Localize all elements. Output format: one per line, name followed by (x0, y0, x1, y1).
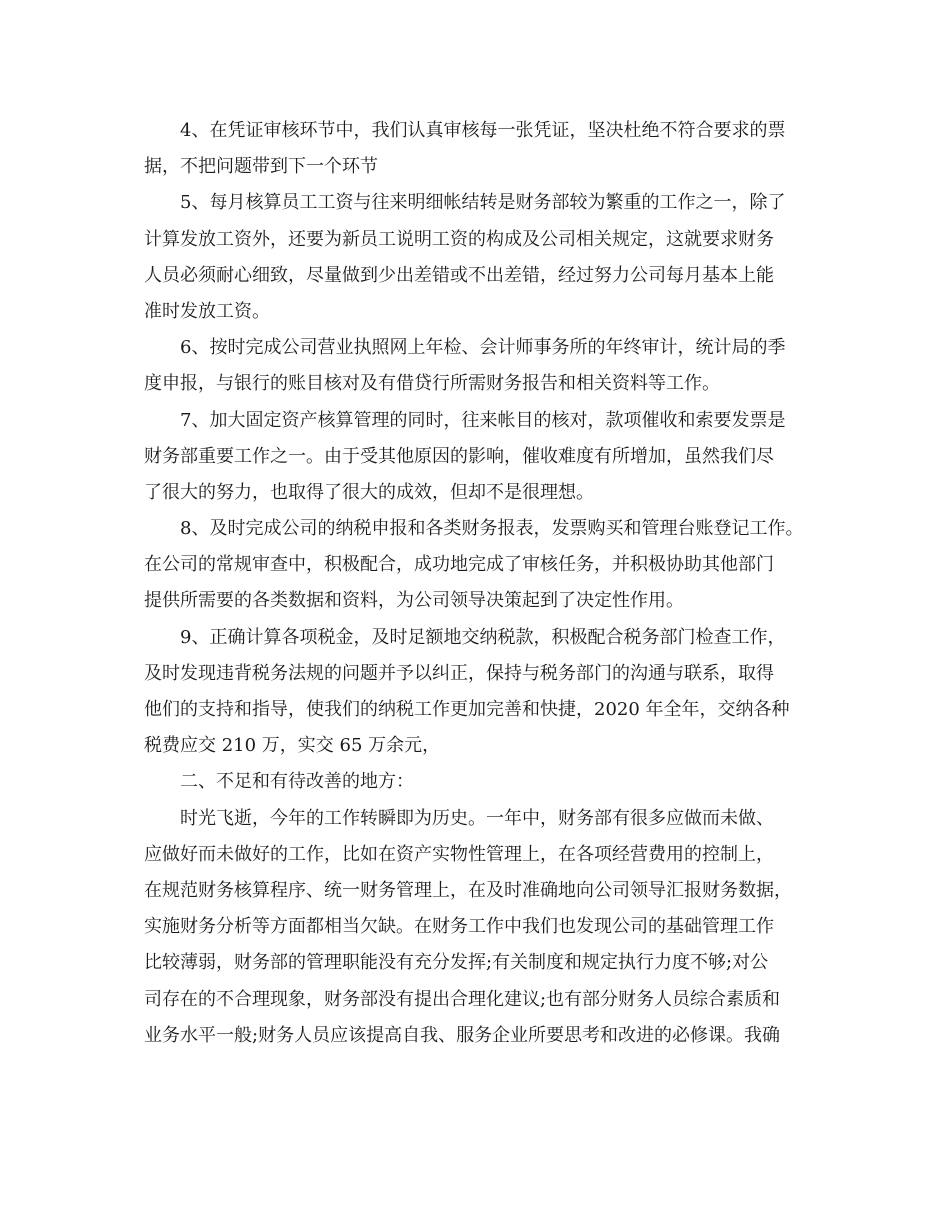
text-line: 他们的支持和指导，使我们的纳税工作更加完善和快捷，2020 年全年，交纳各种 (144, 699, 790, 720)
text-line: 实施财务分析等方面都相当欠缺。在财务工作中我们也发现公司的基础管理工作 (144, 916, 774, 938)
text-line: 4、在凭证审核环节中，我们认真审核每一张凭证，坚决杜绝不符合要求的票 (180, 120, 786, 141)
text-line: 了很大的努力，也取得了很大的成效，但却不是很理想。 (144, 481, 594, 503)
document-body (144, 113, 804, 1054)
text-line: 在公司的常规审查中，积极配合，成功地完成了审核任务，并积极协助其他部门 (144, 554, 774, 576)
text-line: 人员必须耐心细致，尽量做到少出差错或不出差错，经过努力公司每月基本上能 (144, 264, 774, 286)
text-line: 计算发放工资外，还要为新员工说明工资的构成及公司相关规定，这就要求财务 (144, 228, 774, 250)
text-line: 及时发现违背税务法规的问题并予以纠正，保持与税务部门的沟通与联系，取得 (144, 662, 774, 684)
text-line: 7、加大固定资产核算管理的同时，往来帐目的核对，款项催收和索要发票是 (180, 409, 786, 431)
text-line: 据，不把问题带到下一个环节 (144, 156, 378, 178)
text-line: 准时发放工资。 (144, 300, 270, 322)
text-line: 时光飞逝，今年的工作转瞬即为历史。一年中，财务部有很多应做而未做、 (180, 807, 774, 829)
text-line: 5、每月核算员工工资与往来明细帐结转是财务部较为繁重的工作之一，除了 (180, 192, 786, 214)
text-line: 9、正确计算各项税金，及时足额地交纳税款，积极配合税务部门检查工作， (180, 626, 786, 648)
text-line: 提供所需要的各类数据和资料，为公司领导决策起到了决定性作用。 (144, 590, 684, 612)
text-line: 应做好而未做好的工作，比如在资产实物性管理上，在各项经营费用的控制上， (144, 843, 774, 865)
text-line: 在规范财务核算程序、统一财务管理上，在及时准确地向公司领导汇报财务数据， (144, 879, 792, 901)
text-line: 业务水平一般;财务人员应该提高自我、服务企业所要思考和改进的必修课。我确 (144, 1024, 781, 1046)
text-line: 6、按时完成公司营业执照网上年检、会计师事务所的年终审计，统计局的季 (180, 337, 786, 359)
text-line: 财务部重要工作之一。由于受其他原因的影响，催收难度有所增加，虽然我们尽 (144, 445, 774, 467)
text-line: 比较薄弱，财务部的管理职能没有充分发挥;有关制度和规定执行力度不够;对公 (144, 952, 769, 974)
text-line: 8、及时完成公司的纳税申报和各类财务报表，发票购买和管理台账登记工作。 (180, 518, 804, 540)
text-line: 度申报，与银行的账目核对及有借贷行所需财务报告和相关资料等工作。 (144, 373, 720, 395)
section-heading: 二、不足和有待改善的地方： (180, 771, 414, 793)
text-line: 税费应交 210 万，实交 65 万余元， (144, 735, 441, 757)
text-line: 司存在的不合理现象，财务部没有提出合理化建议;也有部分财务人员综合素质和 (144, 988, 781, 1010)
